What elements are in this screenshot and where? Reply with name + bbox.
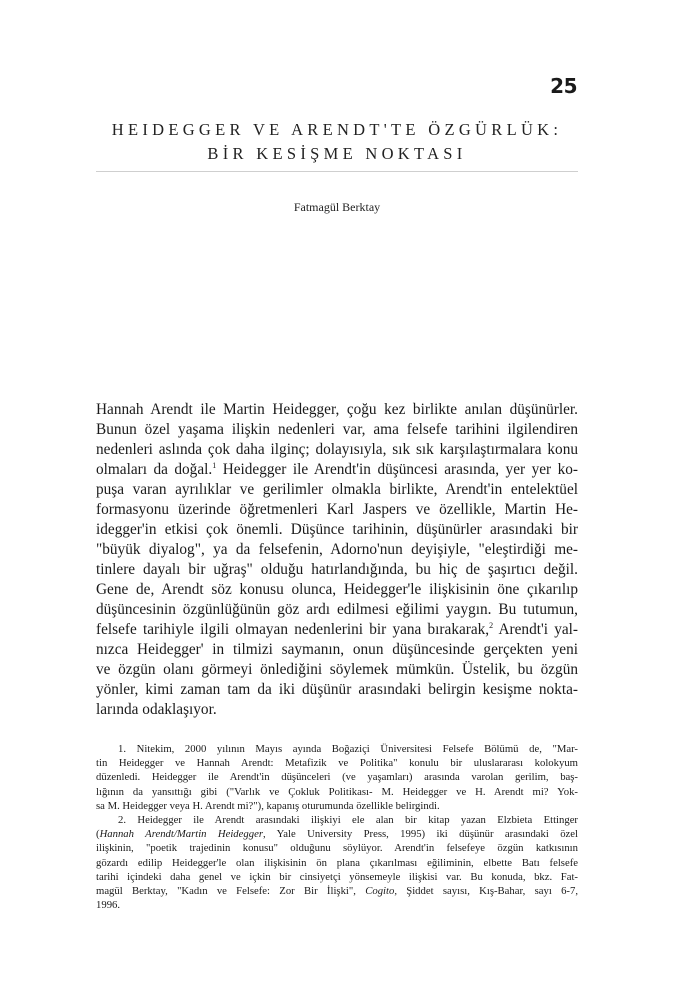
body-line: Hannah Arendt ile Martin Heidegger, çoğu kez birlikte anılan düşünürler.: [96, 401, 578, 418]
footnote-2-line: gözardı edilip Heidegger'le olan ilişkisinin ön plana çıkarılması eğiliminin, elbette Batı felsefe: [96, 856, 578, 869]
journal-title: Cogito,: [365, 885, 397, 898]
footnote-2-line: tarihi içindeki daha genel ve içkin bir cinsiyetçi yönsemeyle ilişkisi var. Bu konuda, bkz. Fat-: [96, 870, 578, 883]
footnote-mark-1[interactable]: 1: [212, 460, 217, 470]
author-name: Fatmagül Berktay: [293, 200, 381, 214]
footnote-text-segment: (: [96, 828, 100, 841]
body-line: Gene de, Arendt söz konusu olunca, Heidegger'le ilişkisinin öne çıkarılıp: [96, 581, 578, 598]
title-divider: [96, 171, 578, 172]
footnote-1-line: lığının da yansıttığı gibi ("Varlık ve Çokluk Politikası- M. Heidegger ve H. Arendt mi? Yok-: [96, 785, 578, 798]
footnote-2-line: [96, 827, 578, 841]
body-paragraph: [96, 400, 578, 720]
body-line: idegger'in etkisi çok önemli. Düşünce tarihinin, düşünürler arasındaki bir: [96, 521, 578, 538]
footnote-text-segment: , Yale University Press, 1995) iki düşünür arasındaki özel: [263, 828, 579, 841]
body-text-segment: felsefe tarihiyle ilgili olmayan nedenlerini bir yana bırakarak,: [96, 621, 490, 638]
body-line: formasyonu üzerinde öğretmenleri Karl Jaspers ve özellikle, Martin He-: [96, 501, 578, 518]
body-line: Bunun özel yaşama ilişkin nedenleri var, ama felsefe tarihini ilgilendiren: [96, 421, 578, 438]
footnote-text-segment: Şiddet sayısı, Kış-Bahar, sayı 6-7,: [397, 885, 579, 898]
footnotes: [96, 742, 578, 912]
footnote-1-line: 1. Nitekim, 2000 yılının Mayıs ayında Boğaziçi Üniversitesi Felsefe Bölümü de, "Mar-: [118, 743, 578, 755]
footnote-1-line: sa M. Heidegger veya H. Arendt mi?"), kapanış oturumunda özellikle belirgindi.: [96, 799, 440, 812]
body-line: ve özgün olanı görmeyi önlediğini söylemek mümkün. Üstelik, bu özgün: [96, 661, 578, 678]
body-line: [96, 620, 578, 640]
body-line: düşüncesinin özgünlüğünün göz ardı edilmesi eğilimi yaygın. Bu tutumun,: [96, 601, 578, 618]
footnote-text-segment: magül Berktay, "Kadın ve Felsefe: Zor Bir İlişki",: [96, 885, 366, 898]
title-line-1: HEIDEGGER VE ARENDT'TE ÖZGÜRLÜK:: [111, 120, 563, 139]
body-line: tinlere dayalı bir uğraş" olduğu hatırlandığında, bu hiç de şaşırtıcı değil.: [96, 561, 578, 578]
body-line: larında odaklaşıyor.: [96, 701, 217, 718]
article-title: [96, 118, 578, 166]
body-line: puşa varan ayrılıklar ve gerilimler olmakla birlikte, Arendt'in entelektüel: [96, 481, 578, 498]
body-line: nedenleri aslında çok daha ilginç; dolayısıyla, sık sık karşılaştırmalara konu: [96, 441, 578, 458]
title-line-2: BİR KESİŞME NOKTASI: [207, 144, 467, 163]
footnote-2-line: [96, 884, 578, 898]
book-title: Hannah Arendt/Martin Heidegger: [99, 828, 263, 841]
body-line: [96, 460, 578, 480]
body-text-segment: Arendt'i yal-: [493, 621, 578, 638]
footnote-1-line: düzenledi. Heidegger ile Arendt'in düşünceleri (ve yaşamları) arasında varolan gerilim, baş-: [96, 771, 578, 784]
body-line: yönler, kimi zaman tam da iki düşünür arasındaki belirgin kesişme nokta-: [96, 681, 578, 698]
body-line: nızca Heidegger' in tilmizi saymanın, onun düşüncesinde gerçekten yeni: [96, 641, 578, 658]
page-number: 25: [550, 74, 577, 98]
body-line: "büyük diyalog", ya da felsefenin, Adorno'nun deyişiyle, "eleştirdiği me-: [96, 541, 578, 558]
footnote-2-line: 2. Heidegger ile Arendt arasındaki ilişkiyi ele alan bir kitap yazan Elzbieta Ettinger: [118, 814, 578, 827]
body-text-segment: olmaları da doğal.: [96, 461, 213, 478]
footnote-2-line: ilişkinin, "poetik trajedinin konusu" olduğunu söylüyor. Arendt'in felsefeye özgün katkısının: [96, 842, 578, 855]
footnote-1-line: tin Heidegger ve Hannah Arendt: Metafizik ve Politika" konulu bir uluslararası kolokyum: [96, 757, 578, 770]
footnote-mark-2[interactable]: 2: [489, 620, 494, 630]
body-text-segment: Heidegger ile Arendt'in düşüncesi arasında, yer yer ko-: [216, 461, 578, 478]
footnote-2-line: 1996.: [96, 899, 121, 912]
